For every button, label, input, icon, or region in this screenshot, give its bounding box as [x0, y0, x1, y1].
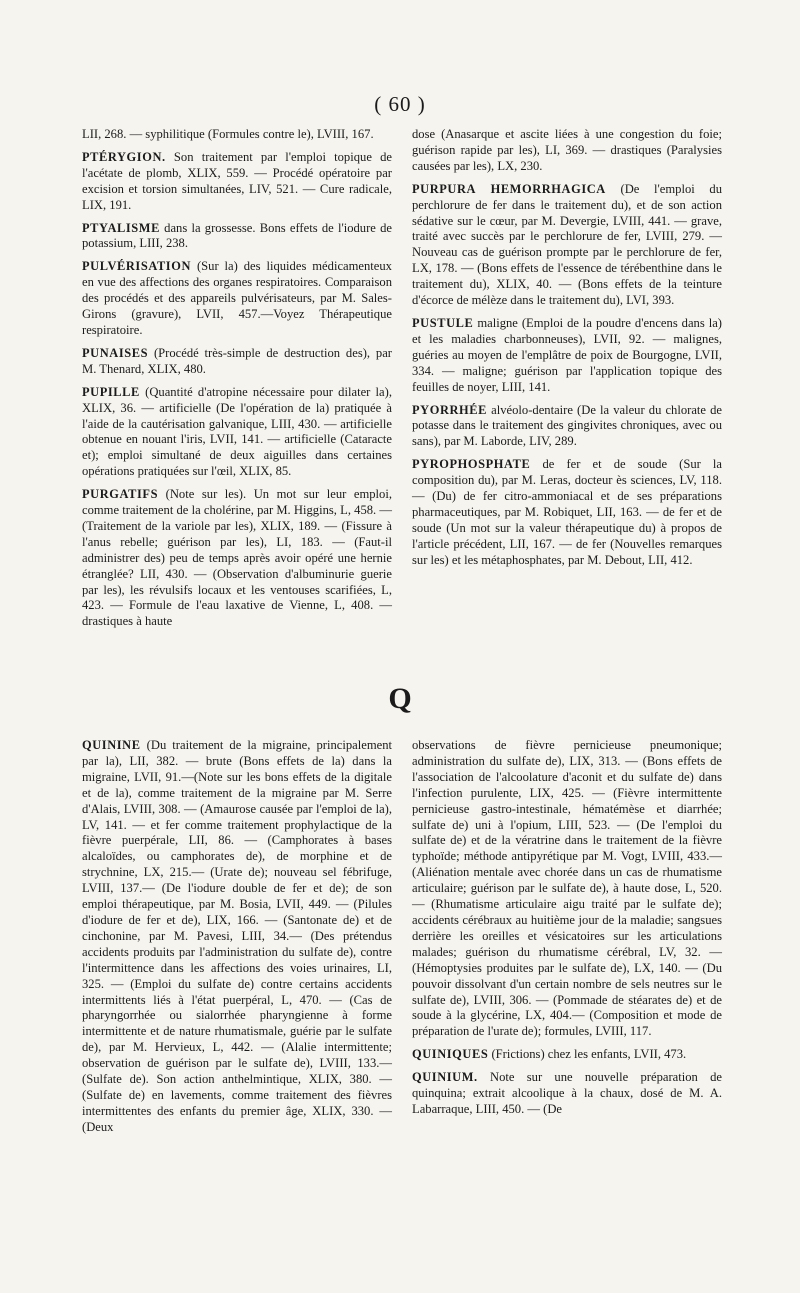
entry: PUPILLE (Quantité d'atropine nécessaire pour dilater la), XLIX, 36. — artificielle (De l'opération de la) pratiquée à l'aide de la cautérisation galvanique, LIII, 430. — artificielle obtenue en nouant l'iris, LVII, 141. — artificielle (Cataracte et); emploi simultané de deux aiguilles dans certaines opérations pratiquées sur l'œil, XLIX, 85. [82, 384, 392, 479]
entry: QUINIUM. Note sur une nouvelle préparation de quinquina; extrait alcoolique à la chaux, dosé de M. A. Labarraque, LIII, 450. — (De [412, 1070, 722, 1116]
column-bottom-right [412, 738, 722, 1125]
entry: QUININE (Du traitement de la migraine, principalement par la), LII, 382. — brute (Bons effets de la) dans la migraine, LVII, 91.—(Note sur les bons effets de la digitale et de la), comme traitement de la migraine par M. Serre d'Alais, LVIII, 308. — (Amaurose causée par l'emploi de la), LV, 141. — et fer comme traitement prophylactique de la fièvre puerpérale, LII, 86. — (Camphorates à bases alcaloïdes, ou camphorates de), de morphine et de strychnine, LX, 215.— (Urate de); nouveau sel fébrifuge, LVIII, 137.— (De l'iodure double de fer et de); de son emploi thérapeutique, par M. Bosia, LVII, 449. — (Pilules d'iodure de fer et de), LIX, 166. — (Santonate de) et de cinchonine, par M. Pavesi, LIII, 34.— (Des prétendus accidents produits par l'administration du sulfate de), contre l'intermittence dans les affections des voies urinaires, LI, 325. — (Emploi du sulfate de) contre certains accidents intermittents liés à l'état puerpéral, L, 470. — (Cas de pharyngorrhée ou sialorrhée pharyngienne à forme intermittente et de nature rhumatismale, guérie par le sulfate de), par M. Hervieux, L, 442. — (Alalie intermittente; observation de guérison par le sulfate de), LVIII, 133.—(Sulfate de). Son action anthelmintique, XLIX, 380. — (Sulfate de) en lavements, comme traitement des fièvres intermittentes des enfants du premier âge, XLIX, 330. — (Deux [82, 738, 392, 1134]
entry: PUNAISES (Procédé très-simple de destruction des), par M. Thenard, XLIX, 480. [82, 345, 392, 376]
column-top-left [82, 127, 392, 637]
page-number: ( 60 ) [374, 92, 426, 116]
entry: PYORRHÉE alvéolo-dentaire (De la valeur du chlorate de potasse dans le traitement des gingivites chroniques, avec ou sans), par M. Laborde, LIV, 289. [412, 402, 722, 449]
entry: PULVÉRISATION (Sur la) des liquides médicamenteux en vue des affections des organes respiratoires. Comparaison des procédés et des appareils pulvérisateurs, par M. Sales-Girons (gravure), LVII, 457.—Voyez Thérapeutique respiratoire. [82, 259, 392, 337]
entry: LII, 268. — syphilitique (Formules contre le), LVIII, 167. [82, 127, 374, 141]
entry: PTÉRYGION. Son traitement par l'emploi topique de l'acétate de plomb, XLIX, 559. — Procédé opératoire par excision et torsion simultanées, LIV, 521. — Cure radicale, LIX, 191. [82, 149, 392, 212]
section-letter: Q [388, 682, 412, 715]
entry: dose (Anasarque et ascite liées à une congestion du foie; guérison rapide par les), LI, 369. — drastiques (Paralysies causées par les), LX, 230. [412, 127, 722, 173]
entry: observations de fièvre pernicieuse pneumonique; administration du sulfate de), LIX, 313. — (Bons effets de l'association de l'alcoolature d'aconit et du sulfate de) dans l'infection purulente, LIX, 425. — (Fièvre intermittente pernicieuse gastro-intestinale, hématémèse et diarrhée; sulfate de) uni à l'opium, LIII, 523. — (De l'emploi du sulfate de) et de la vératrine dans le traitement de la fièvre typhoïde; méthode antipyrétique par M. Vogt, LVIII, 433.— (Aliénation mentale avec chorée dans un cas de rhumatisme articulaire; guérison par le sulfate de), à haute dose, L, 520. — (Rhumatisme articulaire aigu traité par le sulfate de); accidents cérébraux au huitième jour de la maladie; sangsues derrière les oreilles et vésicatoires sur les articulations malades; guérison du rhumatisme cérébral, LV, 32. — (Hémoptysies produites par le sulfate de), LX, 140. — (Du pouvoir dissolvant d'un certain nombre de sels neutres sur le sulfate de), LVIII, 306. — (Pommade de stéarates de) et de soude à la glycérine, LX, 404.— (Composition et mode de préparation de l'urate de); formules, LVIII, 117. [412, 738, 722, 1039]
column-bottom-left [82, 738, 392, 1143]
entry: PUSTULE maligne (Emploi de la poudre d'encens dans la) et les maladies charbonneuses), LVII, 92. — malignes, guéries au moyen de l'emplâtre de poix de Bourgogne, LVII, 334. — maligne; guérison par l'application topique des feuilles de noyer, LIII, 141. [412, 315, 722, 394]
entry: PURPURA HEMORRHAGICA (De l'emploi du perchlorure de fer dans le traitement du), et de son action sédative sur le cœur, par M. Devergie, LVIII, 441. — grave, traité avec succès par le perchlorure de fer, LVIII, 279. — Nouveau cas de guérison prompte par le perchlorure de fer, LX, 178. — (Bons effets de l'essence de térébenthine dans le traitement du), XLIX, 40. — (Bons effets de la teinture d'écorce de mélèze dans le traitement du), LVI, 393. [412, 181, 722, 308]
entry: PURGATIFS (Note sur les). Un mot sur leur emploi, comme traitement de la cholérine, par M. Higgins, L, 458. — (Traitement de la variole par les), XLIX, 189. — (Fissure à l'anus rebelle; guérison par les), LI, 183. — (Faut-il administrer des) peu de temps après avoir opéré une hernie étranglée? LII, 430. — (Observation d'albuminurie guerie par les), les révulsifs locaux et les ventouses scarifiées, L, 423. — Formule de l'eau laxative de Vienne, L, 408. — drastiques à haute [82, 487, 392, 629]
entry: QUINIQUES (Frictions) chez les enfants, LVII, 473. [412, 1047, 687, 1062]
entry: PTYALISME dans la grossesse. Bons effets de l'iodure de potassium, LIII, 238. [82, 220, 392, 251]
column-top-right [412, 127, 722, 576]
entry: PYROPHOSPHATE de fer et de soude (Sur la composition du), par M. Leras, docteur ès sciences, LV, 118.— (Du) de fer citro-ammoniacal et de ses préparations pharmaceutiques, par M. Robiquet, LII, 163. — de fer et de soude (Un mot sur la valeur thérapeutique du) à propos de l'article précédent, LII, 167. — de fer (Nouvelles remarques sur les) et les métaphosphates, par M. Debout, LII, 412. [412, 457, 722, 567]
